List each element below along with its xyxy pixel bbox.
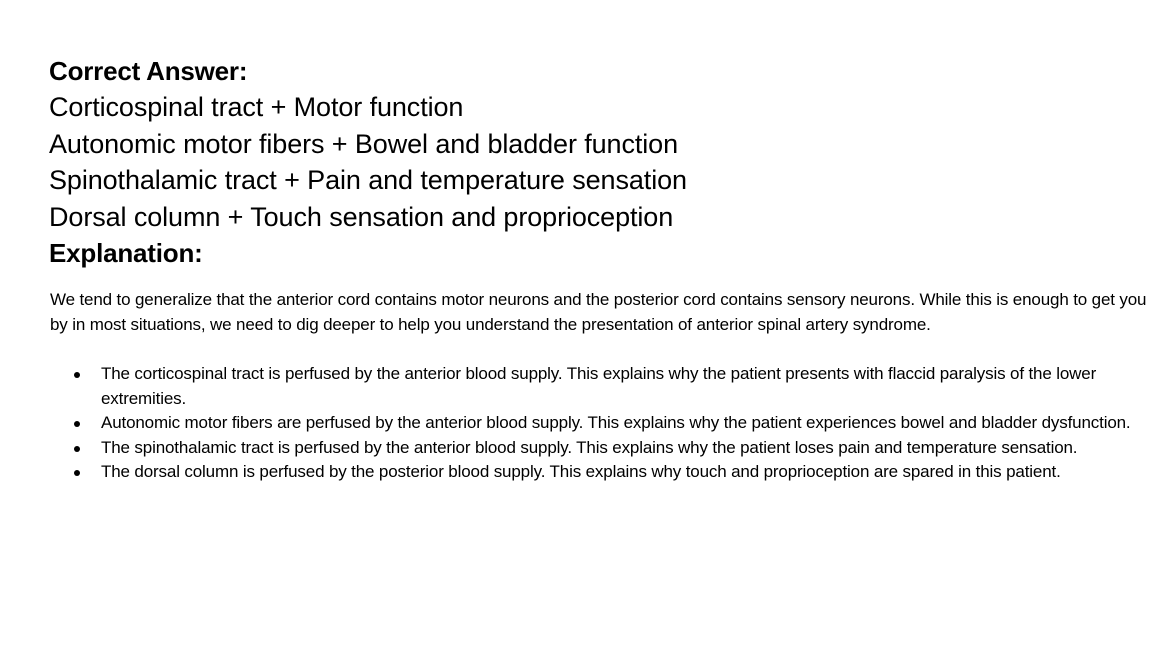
explanation-bullet xyxy=(49,362,1164,411)
answer-line: Autonomic motor fibers + Bowel and bladder function xyxy=(49,128,679,159)
explanation-bullet-text: The dorsal column is perfused by the posterior blood supply. This explains why touch and proprioception are spared in this patient. xyxy=(101,462,1061,481)
explanation-bullet-text: The spinothalamic tract is perfused by the anterior blood supply. This explains why the patient loses pain and temperature sensation. xyxy=(101,437,1078,457)
bullet-icon xyxy=(74,372,80,378)
explanation-bullet-list xyxy=(49,362,1164,485)
bullet-icon xyxy=(74,421,80,427)
answer-line: Dorsal column + Touch sensation and proprioception xyxy=(49,201,674,232)
explanation-bullet-text: Autonomic motor fibers are perfused by the anterior blood supply. This explains why the patient experiences bowel and bladder dysfunction. xyxy=(101,413,1131,432)
explanation-bullet xyxy=(49,411,1164,436)
explanation-bullet xyxy=(49,460,1164,485)
explanation-bullet-text: The corticospinal tract is perfused by the anterior blood supply. This explains why the patient presents with flaccid paralysis of the lower extremities. xyxy=(101,364,1097,408)
explanation-bullet xyxy=(49,436,1164,461)
bullet-icon xyxy=(74,470,80,476)
bullet-icon xyxy=(74,446,80,452)
explanation-intro: We tend to generalize that the anterior cord contains motor neurons and the posterior cord contains sensory neurons. While this is enough to get you by in most situations, we need to dig deeper to help you understand the presentation of anterior spinal artery syndrome. xyxy=(50,290,1147,334)
answer-line: Corticospinal tract + Motor function xyxy=(49,92,464,122)
answer-explanation-panel xyxy=(49,53,1164,485)
correct-answer-heading: Correct Answer: xyxy=(49,56,248,86)
answer-line: Spinothalamic tract + Pain and temperature sensation xyxy=(49,165,687,195)
explanation-heading: Explanation: xyxy=(49,238,203,268)
correct-answer-list xyxy=(49,89,1164,235)
